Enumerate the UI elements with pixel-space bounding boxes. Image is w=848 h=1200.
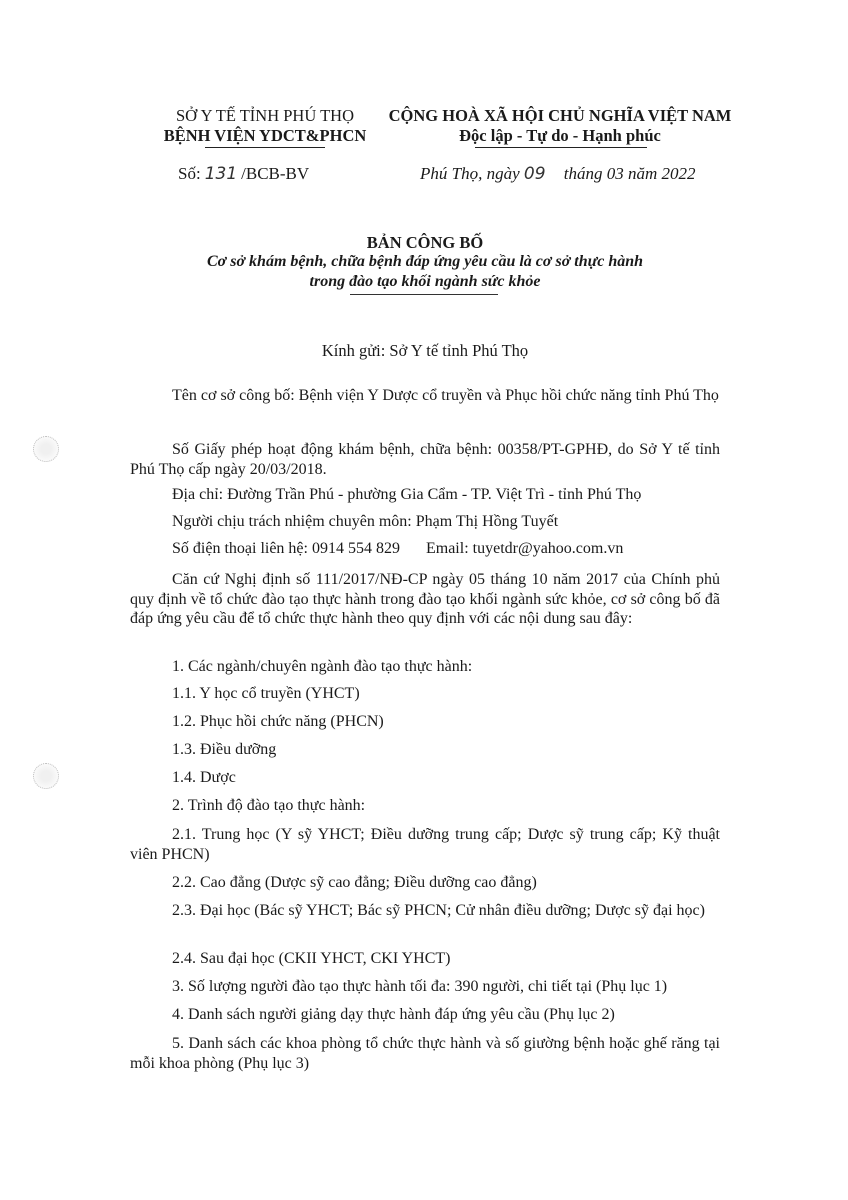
hospital-underline [205, 147, 325, 148]
item-1-4: 1.4. Dược [172, 769, 236, 786]
section-4: 4. Danh sách người giảng dạy thực hành đáp ứng yêu cầu (Phụ lục 2) [172, 1006, 615, 1023]
phone-number: Số điện thoại liên hệ: 0914 554 829 [172, 540, 400, 557]
date-day-handwritten: 09 [523, 164, 546, 184]
section-1-heading: 1. Các ngành/chuyên ngành đào tạo thực hành: [172, 658, 473, 675]
facility-name: Tên cơ sở công bố: Bệnh viện Y Dược cổ truyền và Phục hồi chức năng tỉnh Phú Thọ [172, 387, 719, 404]
issuer-department: SỞ Y TẾ TỈNH PHÚ THỌ [176, 106, 354, 125]
responsible-person: Người chịu trách nhiệm chuyên môn: Phạm Thị Hồng Tuyết [172, 513, 559, 530]
date-prefix: Phú Thọ, ngày [420, 164, 520, 183]
section-3: 3. Số lượng người đào tạo thực hành tối đa: 390 người, chi tiết tại (Phụ lục 1) [172, 978, 668, 995]
national-motto: Độc lập - Tự do - Hạnh phúc [459, 126, 661, 145]
item-1-1: 1.1. Y học cổ truyền (YHCT) [172, 685, 360, 702]
item-2-4: 2.4. Sau đại học (CKII YHCT, CKI YHCT) [172, 950, 451, 967]
date-suffix: tháng 03 năm 2022 [563, 164, 696, 183]
item-2-3: 2.3. Đại học (Bác sỹ YHCT; Bác sỹ PHCN; Cử nhân điều dưỡng; Dược sỹ đại học) [172, 902, 705, 919]
document-subtitle-1: Cơ sở khám bệnh, chữa bệnh đáp ứng yêu cầu là cơ sở thực hành [206, 253, 644, 270]
legal-basis: Căn cứ Nghị định số 111/2017/NĐ-CP ngày 05 tháng 10 năm 2017 của Chính phủ quy định về tổ chức đào tạo thực hành trong đào tạo khối ngành sức khỏe, cơ sở công bố đã đáp ứng yêu cầu để tổ chức thực hành theo quy định với các nội dung sau đây: [130, 571, 720, 627]
item-2-1: 2.1. Trung học (Y sỹ YHCT; Điều dưỡng trung cấp; Dược sỹ trung cấp; Kỹ thuật viên PHCN) [130, 826, 720, 863]
punch-hole-top [33, 436, 59, 462]
license-info: Số Giấy phép hoạt động khám bệnh, chữa bệnh: 00358/PT-GPHĐ, do Sở Y tế tỉnh Phú Thọ cấp ngày 20/03/2018. [130, 441, 720, 478]
contact-line [172, 540, 623, 558]
document-title: BẢN CÔNG BỐ [366, 233, 484, 252]
punch-hole-bottom [33, 763, 59, 789]
doc-number-suffix: /BCB-BV [241, 164, 310, 183]
section-5: 5. Danh sách các khoa phòng tổ chức thực hành và số giường bệnh hoặc ghế răng tại mỗi khoa phòng (Phụ lục 3) [130, 1035, 720, 1072]
doc-number-handwritten: 131 [204, 164, 238, 184]
recipient-line: Kính gửi: Sở Y tế tỉnh Phú Thọ [321, 341, 529, 360]
document-date [420, 164, 696, 184]
section-2-heading: 2. Trình độ đào tạo thực hành: [172, 797, 366, 814]
motto-underline [475, 147, 647, 148]
item-1-3: 1.3. Điều dưỡng [172, 741, 277, 758]
item-1-2: 1.2. Phục hồi chức năng (PHCN) [172, 713, 384, 730]
address-line: Địa chỉ: Đường Trần Phú - phường Gia Cẩm - TP. Việt Trì - tỉnh Phú Thọ [172, 486, 642, 503]
doc-number-prefix: Số: [178, 164, 201, 183]
email-address: Email: tuyetdr@yahoo.com.vn [425, 540, 624, 557]
document-subtitle-2: trong đào tạo khối ngành sức khỏe [309, 273, 541, 290]
item-2-2: 2.2. Cao đẳng (Dược sỹ cao đẳng; Điều dưỡng cao đẳng) [172, 874, 537, 891]
issuer-hospital: BỆNH VIỆN YDCT&PHCN [163, 126, 367, 145]
national-title: CỘNG HOÀ XÃ HỘI CHỦ NGHĨA VIỆT NAM [388, 106, 732, 125]
title-underline [350, 294, 498, 295]
document-number [178, 164, 309, 184]
